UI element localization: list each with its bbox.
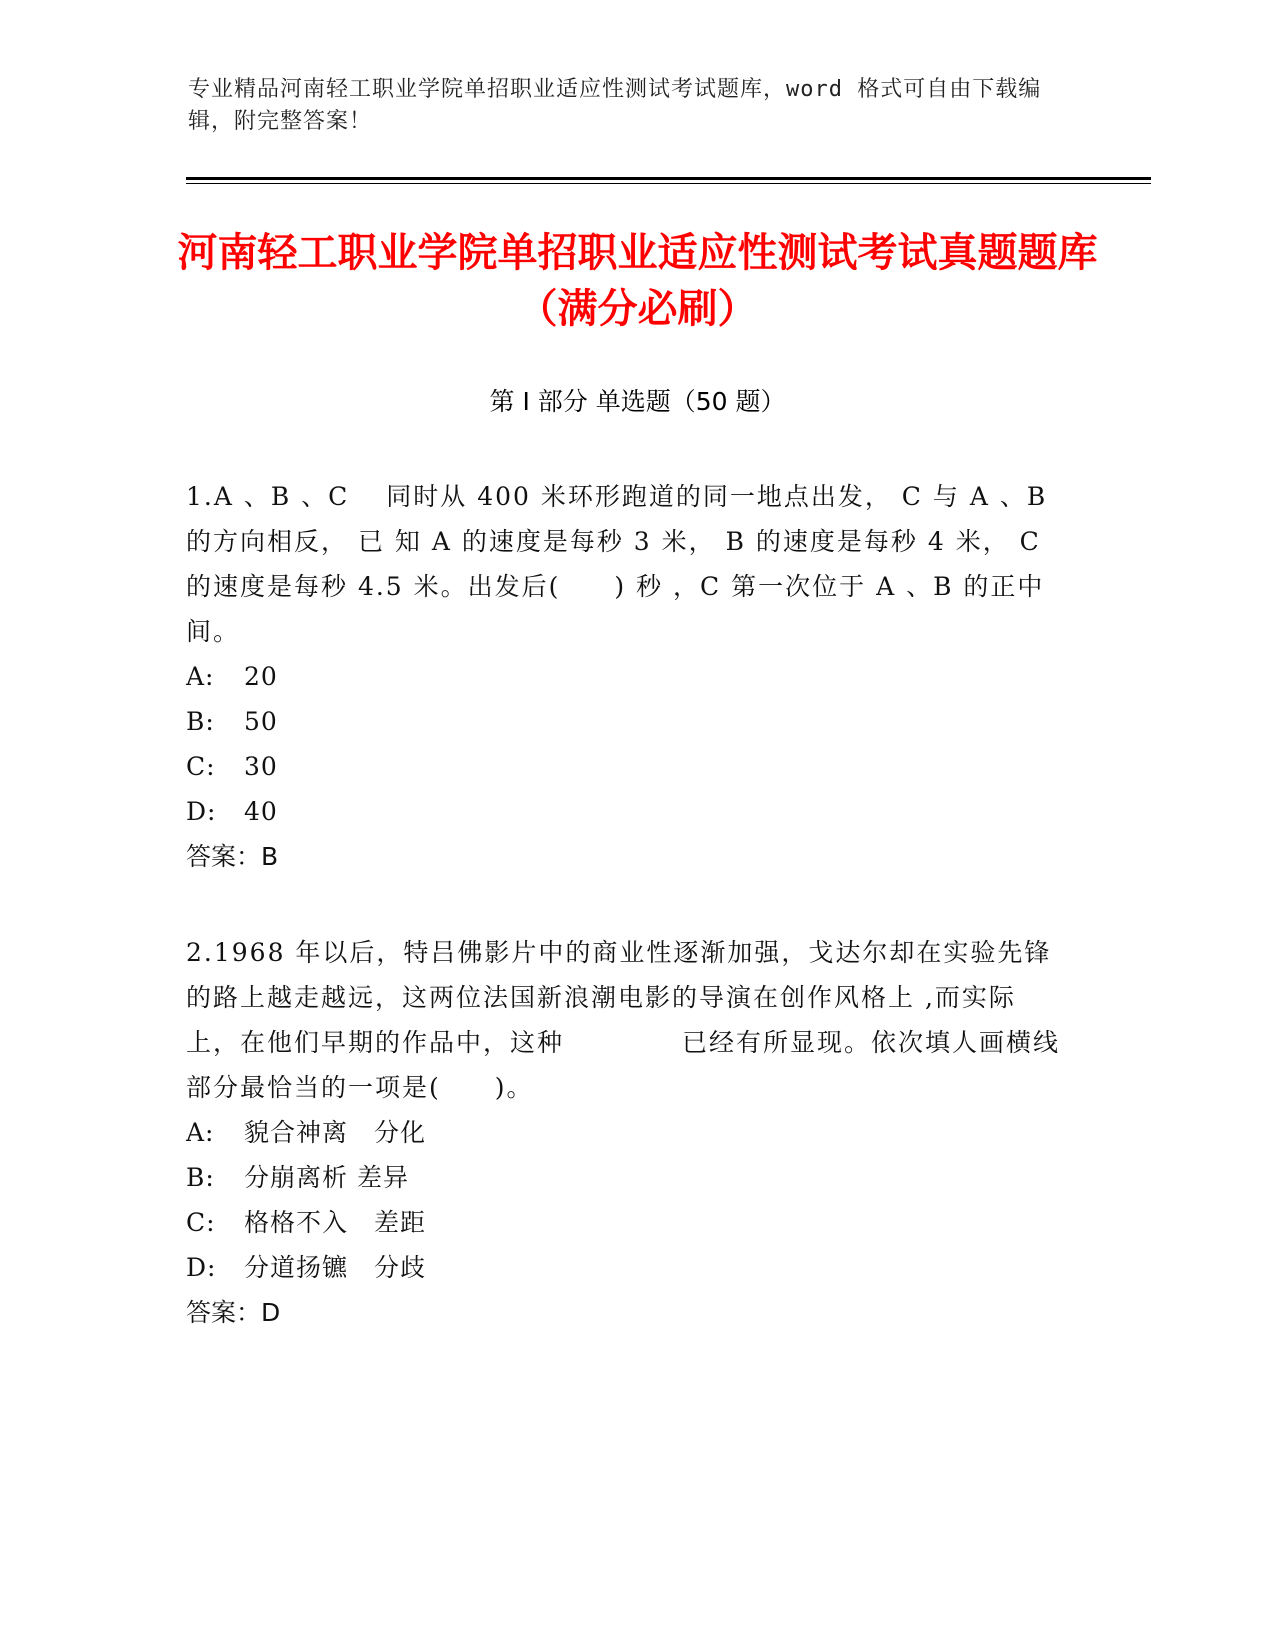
option-key: D:: [186, 1253, 217, 1282]
header-note: 专业精品河南轻工职业学院单招职业适应性测试考试题库，word 格式可自由下载编辑，附完整答案！: [188, 77, 1042, 134]
option-value: 貌合神离 分化: [244, 1118, 427, 1147]
answer-line: 答案：D: [186, 1298, 281, 1327]
option-b: [186, 699, 1066, 744]
option-key: A:: [186, 662, 215, 691]
document-title: 河南轻工职业学院单招职业适应性测试考试真题题库（满分必刷）: [177, 230, 1098, 332]
option-value: 分崩离析 差异: [244, 1163, 409, 1192]
option-key: D:: [186, 797, 217, 826]
option-list: [186, 654, 1066, 834]
option-d: [186, 1245, 1066, 1290]
option-value: 20: [244, 662, 278, 691]
question-text: 1.A 、B 、C 同时从 400 米环形跑道的同一地点出发， C 与 A 、B 的方向相反， 已 知 A 的速度是每秒 3 米， B 的速度是每秒 4 米， C 的速度是每秒 4.5 米。出发后( ) 秒 ，C 第一次位于 A 、B 的正中间。: [186, 482, 1048, 646]
option-key: C:: [186, 1208, 216, 1237]
option-a: [186, 1110, 1066, 1155]
option-c: [186, 744, 1066, 789]
option-b: [186, 1155, 1066, 1200]
option-c: [186, 1200, 1066, 1245]
option-key: A:: [186, 1118, 215, 1147]
header-rule-thick: [186, 177, 1151, 180]
option-value: 40: [244, 797, 278, 826]
option-key: B:: [186, 1163, 215, 1192]
question-text: 2.1968 年以后，特吕佛影片中的商业性逐渐加强，戈达尔却在实验先锋的路上越走越远，这两位法国新浪潮电影的导演在创作风格上 ,而实际上，在他们早期的作品中，这种 已经有所显现。依次填人画横线部分最恰当的一项是( )。: [186, 938, 1060, 1102]
question-2: [186, 930, 1066, 1335]
question-1: [186, 474, 1066, 879]
option-key: C:: [186, 752, 216, 781]
header-rule-thin: [186, 183, 1151, 184]
option-value: 30: [244, 752, 278, 781]
option-value: 格格不入 差距: [244, 1208, 427, 1237]
option-d: [186, 789, 1066, 834]
option-list: [186, 1110, 1066, 1290]
option-value: 50: [244, 707, 278, 736]
option-key: B:: [186, 707, 215, 736]
answer-line: 答案：B: [186, 842, 279, 871]
option-a: [186, 654, 1066, 699]
section-title: 第 I 部分 单选题（50 题）: [489, 387, 786, 416]
option-value: 分道扬镳 分歧: [244, 1253, 427, 1282]
